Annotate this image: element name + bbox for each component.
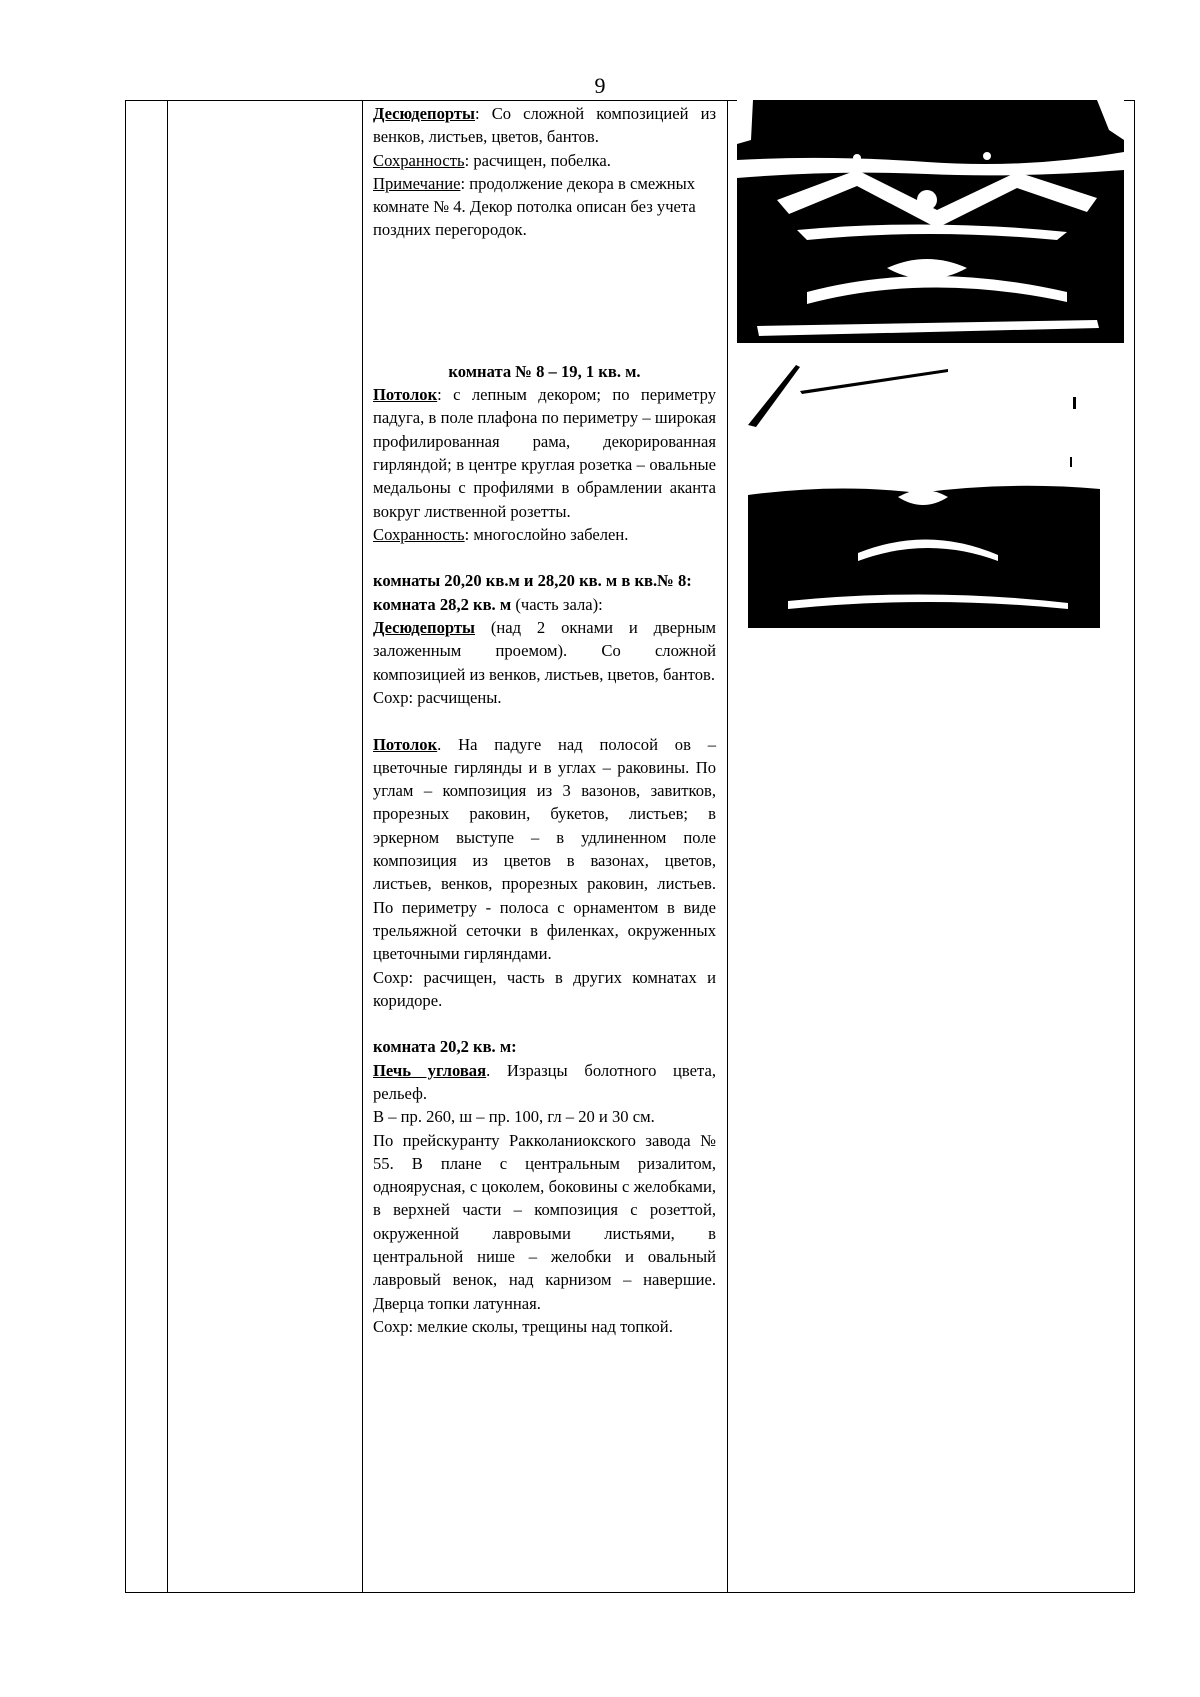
photo-overdoor-decor [737,100,1124,343]
room-28-subheading [373,593,716,616]
overdoors-text: : Со сложной композицией из венков, листьев, цветов, бантов. [373,104,716,147]
room-8-heading: комната № 8 – 19, 1 кв. м. [448,361,641,381]
note-text: : продолжение декора в смежных комнате № 4. Декор потолка описан без учета поздних перегородок. [373,173,696,240]
stove-dimensions: В – пр. 260, ш – пр. 100, гл – 20 и 30 см. [373,1107,655,1127]
description-column [373,102,716,1338]
stove-label: Печь угловая [373,1060,487,1080]
preservation-4: Сохр: расчищен, часть в других комнатах и коридоре. [373,967,716,1010]
table-col-line-1 [125,100,126,1593]
room-28-label: комната 28,2 кв. м [373,594,512,614]
table-col-line-3 [362,100,363,1593]
block-stove [373,1059,716,1106]
preservation-label: Сохранность [373,524,465,544]
block-ceiling-room-28 [373,733,716,966]
stove-text: . Изразцы болотного цвета, рельеф. [373,1060,717,1103]
block-doorway-overdoors [373,102,716,149]
block-overdoors-room-28 [373,616,716,686]
ceiling-label: Потолок [373,734,438,754]
preservation-3: Сохр: расчищены. [373,687,502,707]
ceiling-text: . На падуге над полосой ов – цветочные гирлянды и в углах – раковины. По углам – композиция из 3 вазонов, завитков, прорезных раковин, букетов, листьев; в эркерном выступе – в удлиненном поле композиция из цветов в вазонах, цветов, листьев, венков, прорезных раковин, листьев. По периметру - полоса с орнаментом в виде трельяжной сеточки в филенках, окруженных цветочными гирляндами. [373,734,716,964]
block-preservation-2 [373,523,716,546]
block-ceiling-room-8 [373,383,716,523]
block-note [373,172,716,242]
page-number: 9 [594,73,606,98]
rooms-heading: комнаты 20,20 кв.м и 28,20 кв. м в кв.№ 8: [373,571,692,591]
overdoors-label: Десюдепорты [373,104,476,123]
table-col-line-2 [167,100,168,1593]
table-col-line-4 [727,100,728,1593]
preservation-text: : многослойно забелен. [464,524,629,544]
table-col-line-5 [1134,100,1135,1593]
note-label: Примечание [373,173,461,193]
table-bottom-border [125,1592,1135,1593]
photo-ceiling-room-8 [748,365,1100,628]
ceiling-label: Потолок [373,385,438,405]
overdoors-label: Десюдепорты [373,618,476,638]
preservation-5: Сохр: мелкие сколы, трещины над топкой. [373,1316,673,1336]
preservation-text: : расчищен, побелка. [464,150,611,170]
overdoors-text: (над 2 окнами и дверным заложенным проемом). Со сложной композицией из венков, листьев, цветов, бантов. [373,618,716,684]
room-28-note: (часть зала): [511,594,603,614]
room-20-heading: комната 20,2 кв. м: [373,1037,517,1057]
block-preservation-1 [373,149,716,172]
preservation-label: Сохранность [373,150,465,170]
ceiling-text: : с лепным декором; по периметру падуга, в поле плафона по периметру – широкая профилированная рама, декорированная гирляндой; в центре круглая розетка – овальные медальоны с профилями в обрамлении аканта вокруг лиственной розетты. [373,385,716,521]
stove-description: По прейскуранту Ракколаниокского завода № 55. В плане с центральным ризалитом, одноярусная, с цоколем, боковины с желобками, в верхней части – композиция с розеттой, окруженной лавровыми листьями, в центральной нише – желобки и овальный лавровый венок, над карнизом – навершие. Дверца топки латунная. [373,1130,716,1313]
